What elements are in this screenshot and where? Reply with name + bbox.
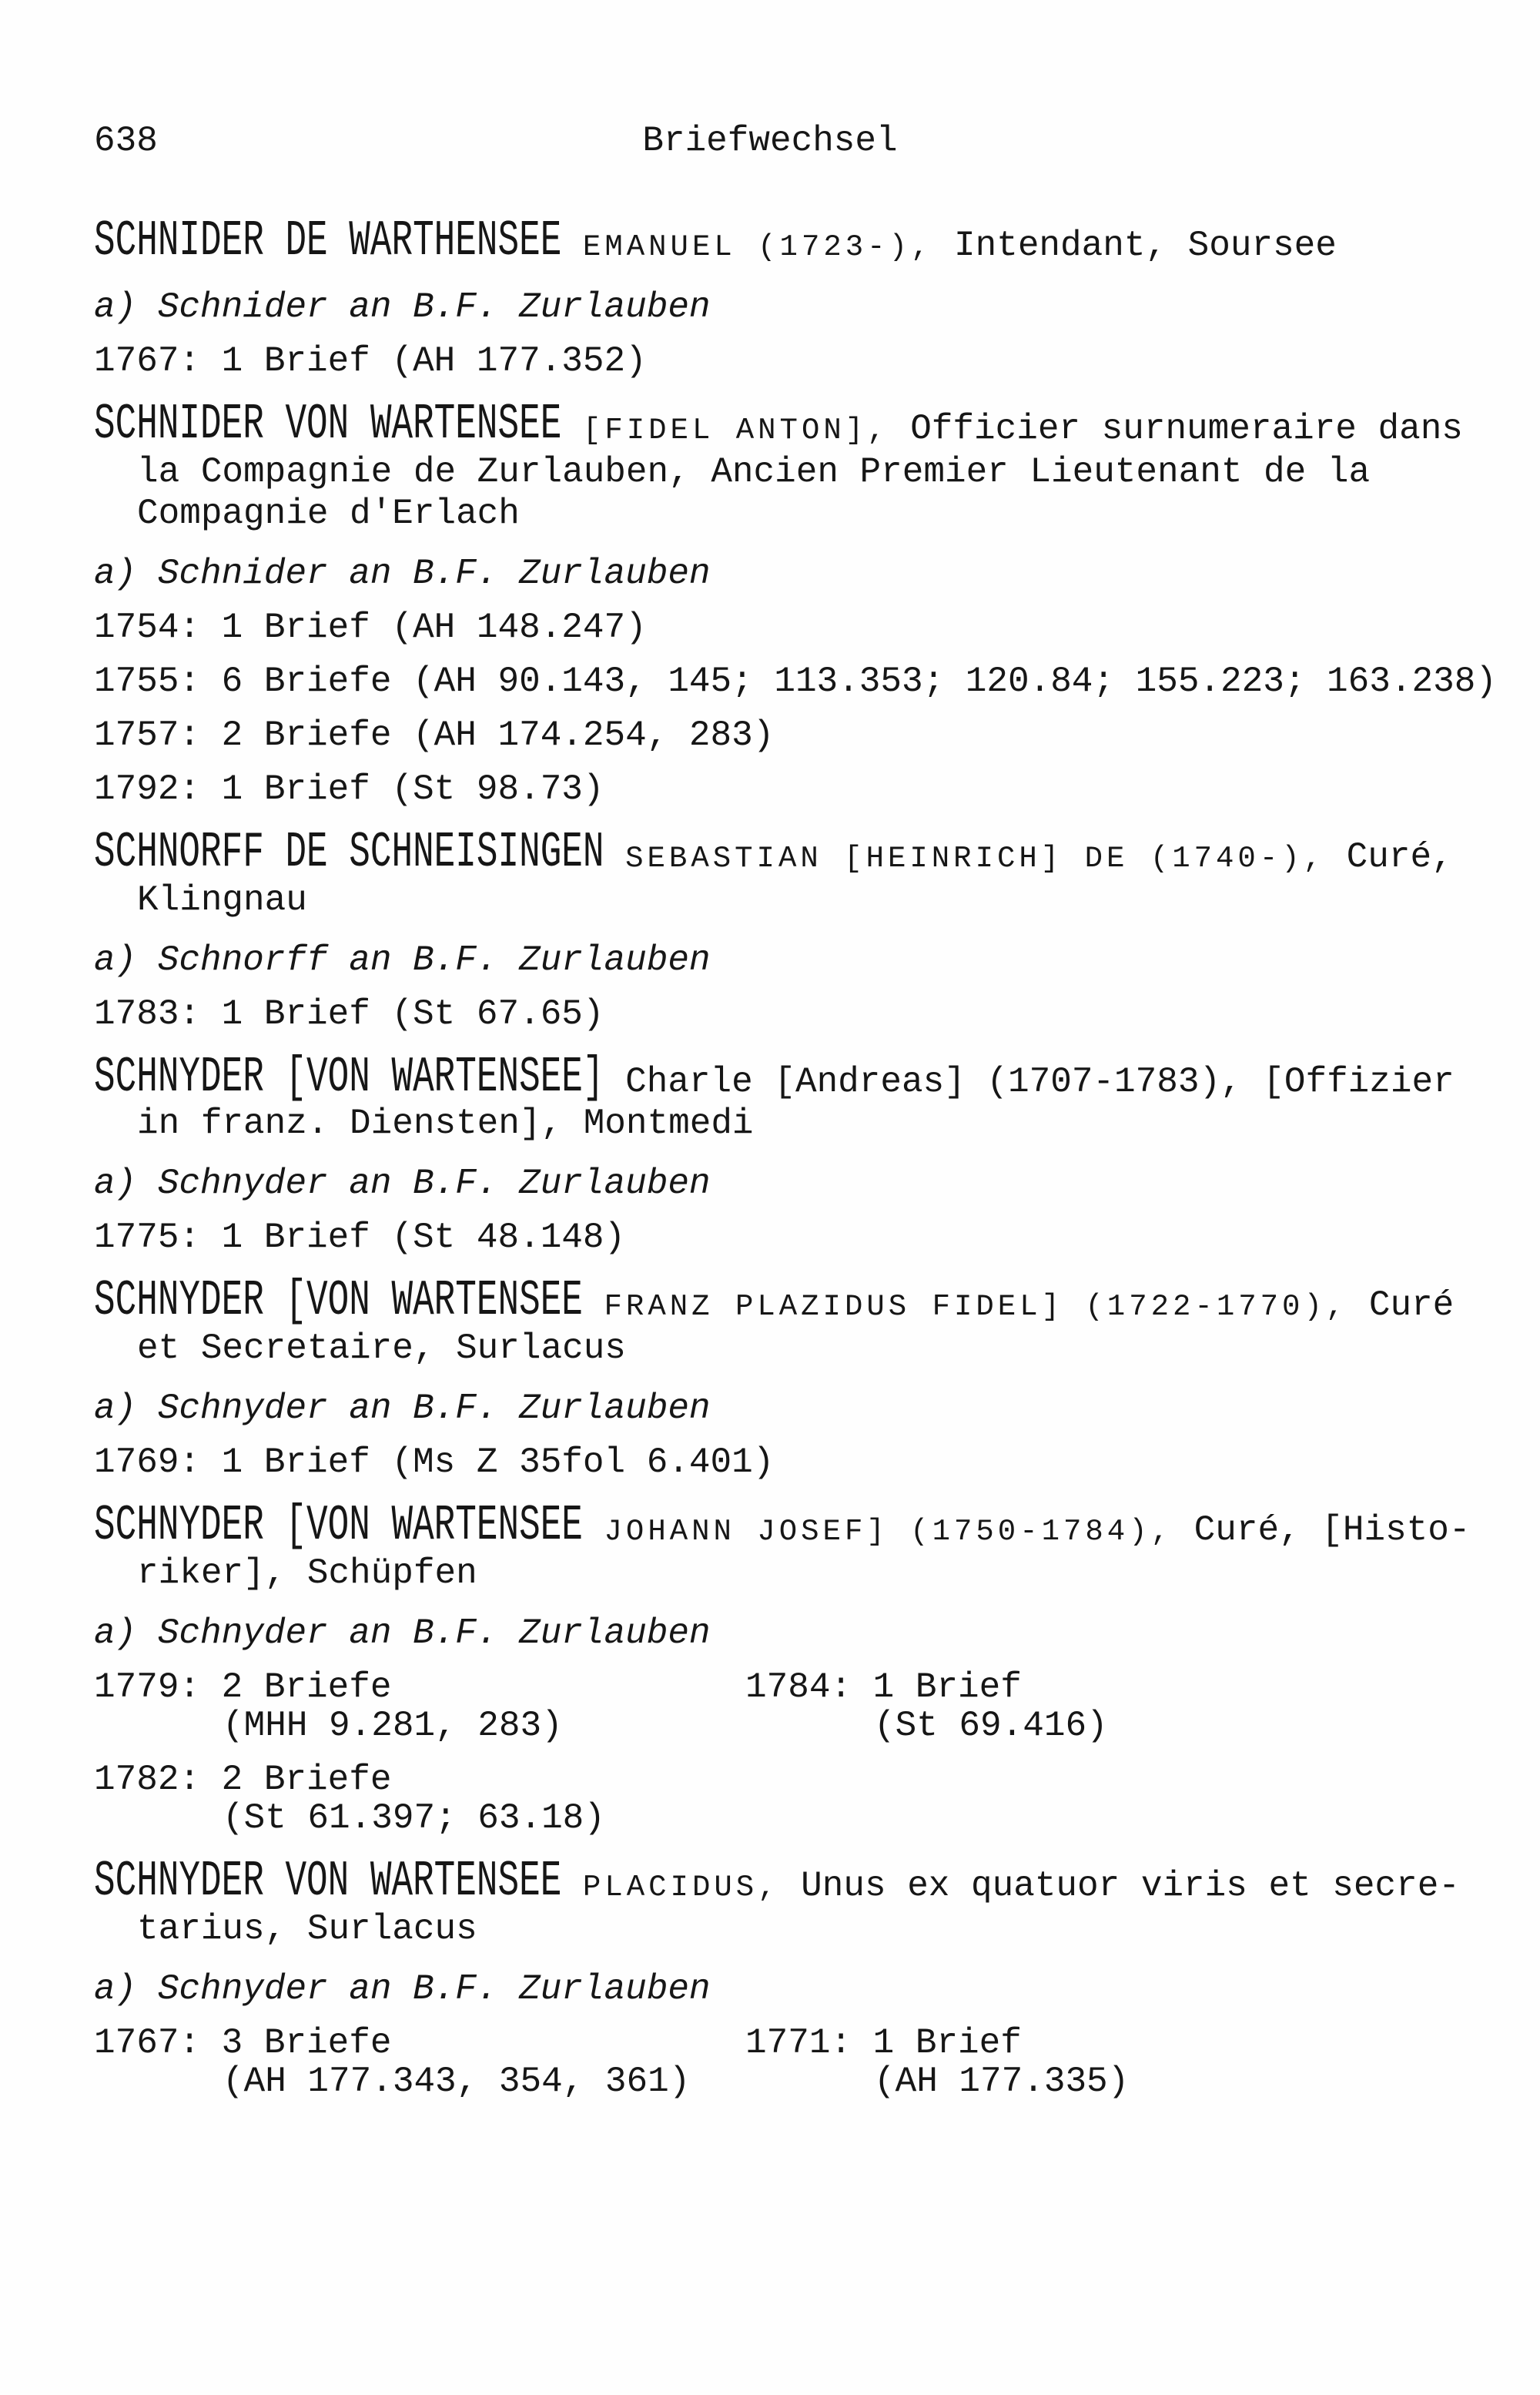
entry-name: SCHNIDER DE WARTHENSEE <box>94 213 562 270</box>
entry-title <box>94 1497 1509 1555</box>
record-item <box>745 2023 1509 2102</box>
entry-title-cont-line: et Secretaire, Surlacus <box>137 1328 626 1368</box>
entry-title <box>94 1049 1509 1107</box>
entry-title-rest: Curé, [Histo- <box>1194 1510 1471 1550</box>
entry-title-rest: Curé <box>1368 1285 1455 1325</box>
entries <box>94 213 1509 2102</box>
record-line: 1767: 1 Brief (AH 177.352) <box>94 341 647 381</box>
record-ref: (St 61.397; 63.18) <box>223 1798 605 1838</box>
source-line: a) Schnyder an B.F. Zurlauben <box>94 1164 711 1204</box>
entry-title <box>94 1853 1509 1911</box>
entry-name-caps: PLACIDUS, <box>582 1871 780 1904</box>
record-ref: (AH 177.335) <box>874 2062 1130 2102</box>
entry-title-rest: Unus ex quatuor viris et secre- <box>801 1866 1460 1906</box>
records-column <box>94 2023 745 2102</box>
record-line: 1775: 1 Brief (St 48.148) <box>94 1218 626 1258</box>
record-year: 1782: 2 Briefe <box>94 1760 392 1800</box>
entry-name-caps: [FIDEL ANTON], <box>582 414 889 447</box>
records-column <box>745 2023 1509 2102</box>
entry <box>94 1497 1509 1838</box>
entry-title-cont-line: la Compagnie de Zurlauben, Ancien Premier Lieutenant de la <box>137 452 1371 492</box>
record-line: 1755: 6 Briefe (AH 90.143, 145; 113.353; 120.84; 155.223; 163.238) <box>94 662 1497 702</box>
entry-title <box>94 213 1509 270</box>
record-year: 1784: 1 Brief <box>745 1667 1022 1707</box>
record-item <box>94 1667 745 1746</box>
entry-title <box>94 824 1509 882</box>
record-line: 1783: 1 Brief (St 67.65) <box>94 994 604 1034</box>
record-item <box>94 2023 745 2102</box>
source-line: a) Schnider an B.F. Zurlauben <box>94 554 711 594</box>
entry-name: SCHNIDER VON WARTENSEE <box>94 396 562 454</box>
entry <box>94 1049 1509 1258</box>
source-line: a) Schnider an B.F. Zurlauben <box>94 287 711 327</box>
record-year: 1767: 3 Briefe <box>94 2023 392 2063</box>
entry <box>94 1272 1509 1482</box>
entry <box>94 1853 1509 2102</box>
running-title: Briefwechsel <box>642 121 898 161</box>
entry-title <box>94 1272 1509 1330</box>
source-line: a) Schnyder an B.F. Zurlauben <box>94 1388 711 1429</box>
entry <box>94 213 1509 381</box>
entry-title-rest: Officier surnumeraire dans <box>910 409 1463 449</box>
record-line: 1769: 1 Brief (Ms Z 35fol 6.401) <box>94 1442 775 1482</box>
entry-name-caps: JOHANN JOSEF] (1750-1784), <box>604 1515 1173 1549</box>
records-column <box>745 1667 1509 1836</box>
entry-title-cont-line: Compagnie d'Erlach <box>137 494 520 534</box>
entry-name-caps: EMANUEL (1723-), <box>582 230 933 264</box>
records-column <box>94 1667 745 1838</box>
entry-title-cont-line: tarius, Surlacus <box>137 1909 477 1949</box>
source-line: a) Schnorff an B.F. Zurlauben <box>94 940 711 980</box>
entry-name: SCHNYDER [VON WARTENSEE <box>94 1272 583 1330</box>
entry-title-cont-line: Klingnau <box>137 880 307 920</box>
source-line: a) Schnyder an B.F. Zurlauben <box>94 1969 711 2009</box>
record-columns <box>94 1667 1509 1838</box>
entry-name: SCHNORFF DE SCHNEISINGEN <box>94 824 604 882</box>
record-columns <box>94 2023 1509 2102</box>
record-item <box>94 1762 745 1836</box>
record-ref: (AH 177.343, 354, 361) <box>223 2062 691 2102</box>
entry <box>94 396 1509 809</box>
record-item <box>745 1667 1509 1746</box>
page-header <box>0 122 1540 160</box>
record-line: 1757: 2 Briefe (AH 174.254, 283) <box>94 715 775 755</box>
source-line: a) Schnyder an B.F. Zurlauben <box>94 1613 711 1653</box>
entry-title <box>94 396 1509 454</box>
entry <box>94 824 1509 1034</box>
entry-title-rest: Intendant, Soursee <box>954 226 1337 266</box>
page-number: 638 <box>94 121 158 161</box>
entry-title-rest: Charle [Andreas] (1707-1783), [Offizier <box>625 1062 1455 1102</box>
record-year: 1771: 1 Brief <box>745 2023 1022 2063</box>
entry-name: SCHNYDER VON WARTENSEE <box>94 1853 562 1911</box>
record-ref: (St 69.416) <box>874 1706 1108 1746</box>
entry-title-cont-line: in franz. Diensten], Montmedi <box>137 1104 754 1144</box>
record-line: 1754: 1 Brief (AH 148.247) <box>94 608 647 648</box>
entry-name-caps: SEBASTIAN [HEINRICH] DE (1740-), <box>625 842 1326 876</box>
entry-name: SCHNYDER [VON WARTENSEE <box>94 1497 583 1555</box>
entry-title-rest: Curé, <box>1346 837 1453 877</box>
entry-title-cont-line: riker], Schüpfen <box>137 1553 477 1593</box>
record-ref: (MHH 9.281, 283) <box>223 1706 563 1746</box>
entry-name-caps: FRANZ PLAZIDUS FIDEL] (1722-1770), <box>604 1290 1348 1324</box>
entry-name: SCHNYDER [VON WARTENSEE] <box>94 1049 604 1107</box>
record-line: 1792: 1 Brief (St 98.73) <box>94 769 604 809</box>
record-year: 1779: 2 Briefe <box>94 1667 392 1707</box>
